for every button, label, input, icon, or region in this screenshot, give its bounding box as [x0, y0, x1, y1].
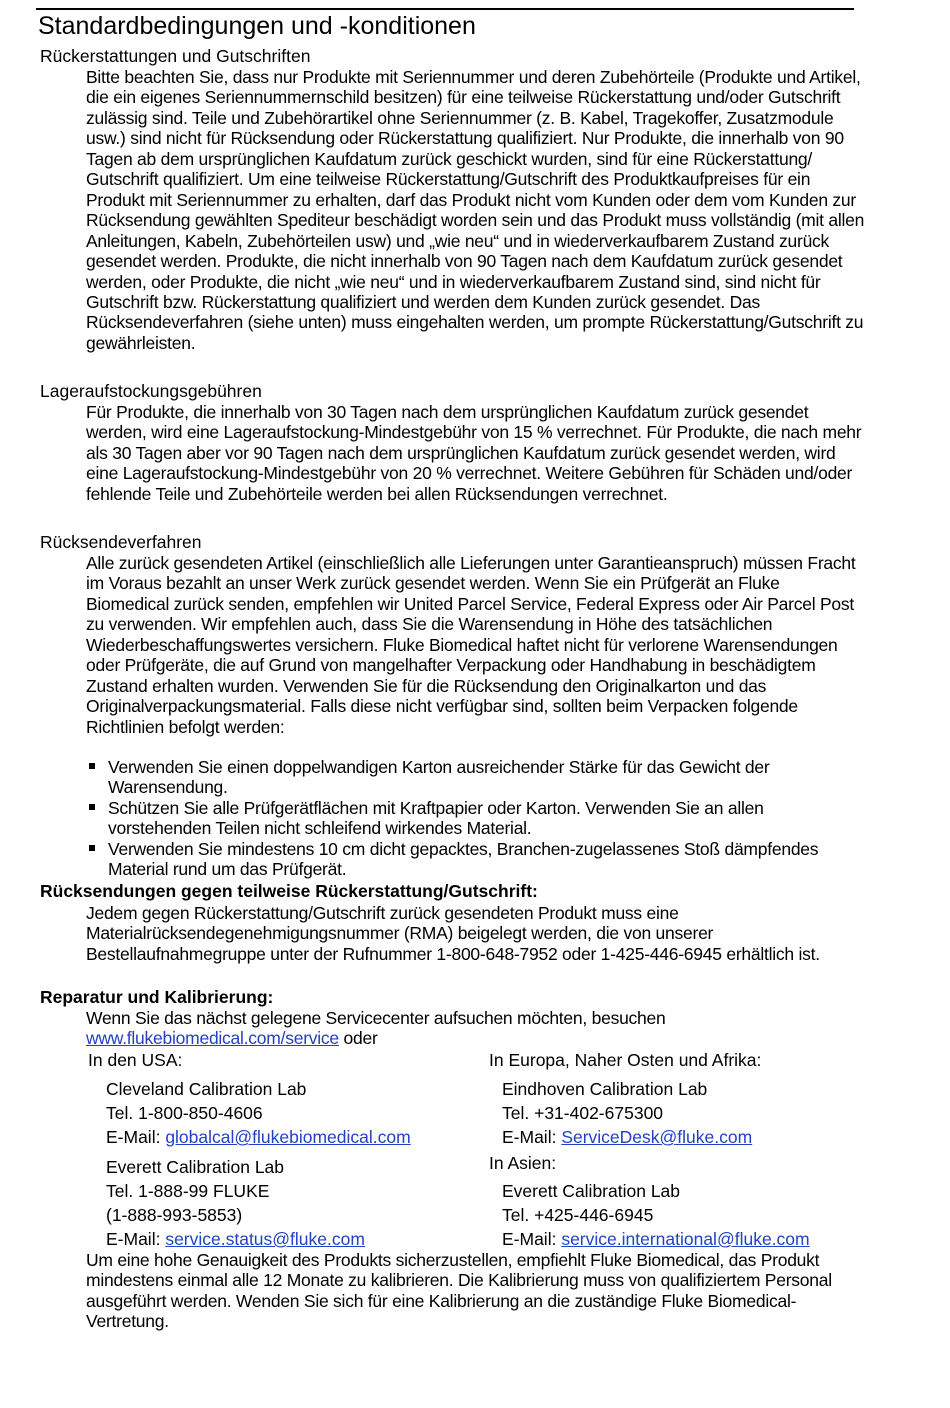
eindhoven-lab-email: E-Mail: ServiceDesk@fluke.com [502, 1127, 753, 1147]
return-procedure-body [86, 553, 866, 737]
restocking-heading: Lageraufstockungsgebühren [40, 381, 262, 401]
asia-region: In Asien: [489, 1153, 557, 1173]
asia-email-link[interactable]: service.international@fluke.com [561, 1229, 810, 1249]
bullet-square-icon [89, 845, 95, 851]
asia-lab-tel: Tel. +425-446-6945 [502, 1205, 654, 1225]
repair-intro [86, 1008, 866, 1049]
partial-refund-text: Jedem gegen Rückerstattung/Gutschrift zurück gesendeten Produkt muss eine Materialrücksendegenehmigungsnummer (RMA) beigelegt werden, die von unserer Bestellaufnahmegruppe unter der Rufnummer 1-800-648-7952 oder 1-425-446-6945 erhältlich ist. [86, 903, 820, 964]
list-item: Verwenden Sie einen doppelwandigen Karton ausreichender Stärke für das Gewicht der Warensendung. [86, 757, 866, 798]
everett-lab-email: E-Mail: service.status@fluke.com [106, 1229, 365, 1249]
everett-lab-tel-numeric: (1-888-993-5853) [106, 1205, 243, 1225]
refunds-body [86, 67, 866, 353]
cleveland-lab-tel: Tel. 1-800-850-4606 [106, 1103, 263, 1123]
everett-lab-name: Everett Calibration Lab [106, 1157, 285, 1177]
eindhoven-email-link[interactable]: ServiceDesk@fluke.com [561, 1127, 753, 1147]
cleveland-email-link[interactable]: globalcal@flukebiomedical.com [165, 1127, 411, 1147]
return-procedure-text: Alle zurück gesendeten Artikel (einschließlich alle Lieferungen unter Garantieanspruch) müssen Fracht im Voraus bezahlt an unser Werk zurück gesendet werden. Wenn Sie ein Prüfgerät an Fluke Biomedical zurück senden, empfehlen wir United Parcel Service, Federal Express oder Air Parcel Post zu verwenden. Wir empfehlen auch, dass Sie die Warensendung in Höhe des tatsächlichen Wiederbeschaffungswertes versichern. Fluke Biomedical haftet nicht für verlorene Warensendungen oder Prüfgeräte, die auf Grund von mangelhafter Verpackung oder Handhabung in beschädigtem Zustand erhalten wurden. Verwenden Sie für die Rücksendung den Originalkarton und das Originalverpackungsmaterial. Falls diese nicht verfügbar sind, sollten beim Verpacken folgende Richtlinien befolgt werden: [86, 553, 856, 737]
list-item: Verwenden Sie mindestens 10 cm dicht gepacktes, Branchen-zugelassenes Stoß dämpfendes Material rund um das Prüfgerät. [86, 839, 866, 880]
cleveland-lab-name: Cleveland Calibration Lab [106, 1079, 307, 1099]
bullet-square-icon [89, 804, 95, 810]
service-link[interactable]: www.flukebiomedical.com/service [86, 1028, 339, 1049]
repair-heading: Reparatur und Kalibrierung: [40, 987, 274, 1007]
eindhoven-lab-tel: Tel. +31-402-675300 [502, 1103, 664, 1123]
asia-lab-email: E-Mail: service.international@fluke.com [502, 1229, 810, 1249]
packing-guidelines-list [86, 757, 866, 880]
asia-lab-name: Everett Calibration Lab [502, 1181, 681, 1201]
calibration-closing [86, 1250, 866, 1332]
bullet-square-icon [89, 763, 95, 769]
refunds-heading: Rückerstattungen und Gutschriften [40, 46, 311, 66]
partial-refund-body [86, 903, 866, 964]
everett-email-link[interactable]: service.status@fluke.com [165, 1229, 365, 1249]
refunds-text: Bitte beachten Sie, dass nur Produkte mit Seriennummer und deren Zubehörteile (Produkte und Artikel, die ein eigenes Seriennummernschild besitzen) für eine teilweise Rückerstattung und/oder Gutschrift zulässig sind. Teile und Zubehörartikel ohne Seriennummer (z. B. Kabel, Tragekoffer, Zusatzmodule usw.) sind nicht für Rücksendung oder Rückerstattung qualifiziert. Nur Produkte, die innerhalb von 90 Tagen ab dem ursprünglichen Kaufdatum zurück geschickt wurden, sind für eine Rückerstattung/ Gutschrift qualifiziert. Um eine teilweise Rückerstattung/Gutschrift des Produktkaufpreises für ein Produkt mit Seriennummer zu erhalten, darf das Produkt nicht vom Kunden oder dem vom Kunden zur Rücksendung gewählten Spediteur beschädigt worden sein und das Produkt muss vollständig (mit allen Anleitungen, Kabeln, Zubehörteilen usw) und „wie neu“ und in wiederverkaufbarem Zustand zurück gesendet werden. Produkte, die nicht innerhalb von 90 Tagen nach dem Kaufdatum zurück gesendet werden, oder Produkte, die nicht „wie neu“ und in wiederverkaufbarem Zustand sind, sind nicht für Gutschrift bzw. Rückerstattung qualifiziert und werden dem Kunden zurück gesendet. Das Rücksendeverfahren (siehe unten) muss eingehalten werden, um prompte Rückerstattung/Gutschrift zu gewährleisten. [86, 67, 865, 353]
europe-region: In Europa, Naher Osten und Afrika: [489, 1050, 762, 1070]
repair-intro-text: Wenn Sie das nächst gelegene Servicecenter aufsuchen möchten, besuchen [86, 1008, 666, 1028]
partial-refund-heading: Rücksendungen gegen teilweise Rückerstattung/Gutschrift: [40, 881, 538, 901]
eindhoven-lab-name: Eindhoven Calibration Lab [502, 1079, 708, 1099]
repair-intro-tail: oder [338, 1028, 378, 1049]
return-procedure-heading: Rücksendeverfahren [40, 532, 202, 552]
calibration-closing-text: Um eine hohe Genauigkeit des Produkts sicherzustellen, empfiehlt Fluke Biomedical, das Produkt mindestens einmal alle 12 Monate zu kalibrieren. Die Kalibrierung muss von qualifiziertem Personal ausgeführt werden. Wenden Sie sich für eine Kalibrierung an die zuständige Fluke Biomedical-Vertretung. [86, 1250, 832, 1332]
usa-region: In den USA: [88, 1050, 183, 1070]
restocking-text: Für Produkte, die innerhalb von 30 Tagen nach dem ursprünglichen Kaufdatum zurück gesendet werden, wird eine Lageraufstockung-Mindestgebühr von 15 % verrechnet. Für Produkte, die nach mehr als 30 Tagen aber vor 90 Tagen nach dem ursprünglichen Kaufdatum zurück gesendet werden, wird eine Lageraufstockung-Mindestgebühr von 20 % verrechnet. Weitere Gebühren für Schäden und/oder fehlende Teile und Zubehörteile werden bei allen Rücksendungen verrechnet. [86, 402, 862, 504]
everett-lab-tel: Tel. 1-888-99 FLUKE [106, 1181, 270, 1201]
cleveland-lab-email: E-Mail: globalcal@flukebiomedical.com [106, 1127, 411, 1147]
restocking-body [86, 402, 866, 504]
list-item: Schützen Sie alle Prüfgerätflächen mit Kraftpapier oder Karton. Verwenden Sie an allen vorstehenden Teilen nicht schleifend wirkendes Material. [86, 798, 866, 839]
page-title: Standardbedingungen und -konditionen [38, 12, 476, 40]
header-rule [36, 8, 854, 10]
